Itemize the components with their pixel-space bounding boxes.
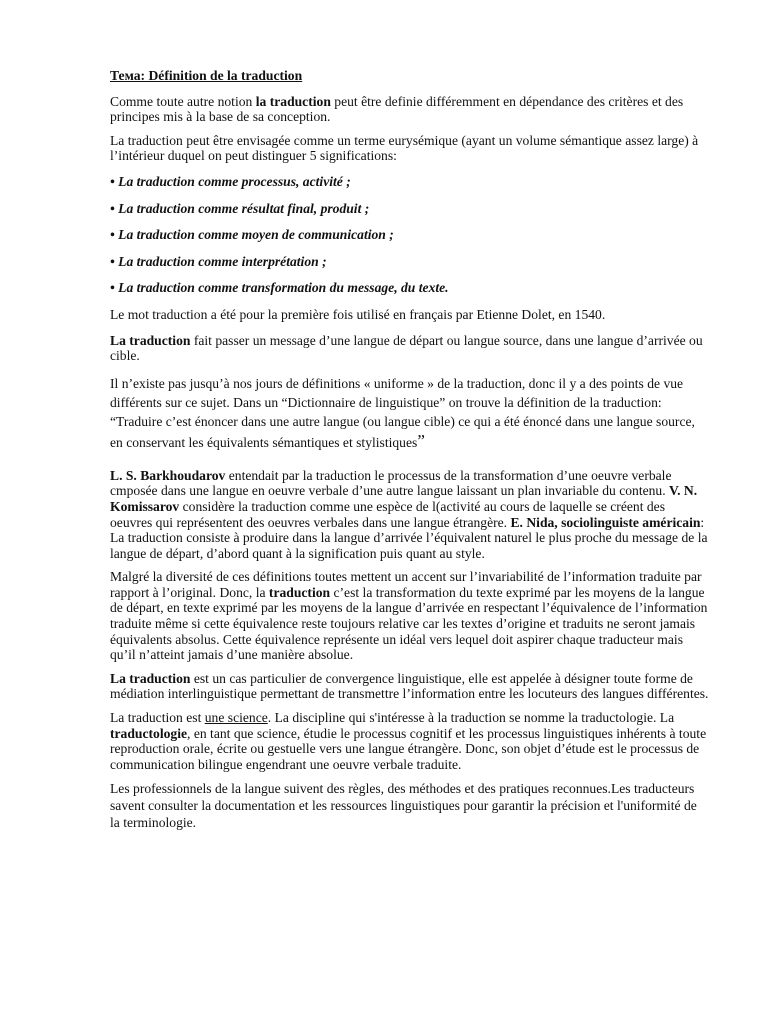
text-run: : La traduction consiste à produire dans la langue d’arrivée l’équivalent naturel le plus proche du message de la langue de départ, d’abord quant à la signification puis quant au style. bbox=[110, 514, 708, 561]
bold-term: la traduction bbox=[255, 93, 331, 109]
text-run: , en tant que science, étudie le processus cognitif et les processus linguistiques inhérents à toute reproduction orale, écrite ou gestuelle vers une langue étrangère. Donc, son objet d’étude est le processus de communication bilingue engendrant une oeuvre verbale traduite. bbox=[110, 725, 707, 772]
text-run: c’est la transformation du texte exprimé par les moyens de la langue de départ, en texte exprimé par les moyens de la langue d’arrivée en respectant l’équivalence de l’information traduite même si cette équivalence reste toujours relative car les textes d’origine et traduits ne seront jamais équivalents absolus. Cette équivalence représente un idéal vers lequel doit aspirer chaque traducteur mais qu’il n’atteint jamais d’une manière absolue. bbox=[110, 584, 708, 663]
bold-term: traduction bbox=[268, 584, 331, 600]
text-run: Malgré la diversité de ces définitions toutes mettent un accent sur l’invariabilité de l’information traduite par rapport à l’original. Donc, la bbox=[110, 569, 702, 600]
paragraph-etymology: Le mot traduction a été pour la première fois utilisé en français par Etienne Dolet, en 1540. bbox=[110, 306, 606, 322]
paragraph-invariability bbox=[110, 569, 710, 663]
text-run: entendait par la traduction le processus de la transformation d’une oeuvre verbale cmposée dans une langue en oeuvre verbale d’une autre langue laissant un plan invariable du contenu. bbox=[110, 467, 672, 499]
bold-name: V. N. Komissarov bbox=[110, 483, 698, 514]
underlined-term: une science bbox=[204, 710, 268, 726]
bold-name: E. Nida, sociolinguiste américain bbox=[510, 514, 701, 530]
text-run: Comme toute autre notion bbox=[110, 93, 256, 109]
paragraph-eurysemique: La traduction peut être envisagée comme un terme eurysémique (ayant un volume sémantique assez large) à l’intérieur duquel on peut distinguer 5 significations: bbox=[110, 132, 699, 164]
paragraph-linguists bbox=[110, 468, 710, 562]
page-title: Тема: Définition de la traduction bbox=[110, 68, 303, 83]
paragraph-dictionary bbox=[110, 374, 710, 452]
paragraph-definition bbox=[110, 333, 710, 364]
bold-name: L. S. Barkhoudarov bbox=[110, 467, 226, 483]
bullet-item: • La traduction comme résultat final, produit ; bbox=[110, 200, 370, 216]
paragraph-convergence bbox=[110, 671, 710, 702]
bullet-item: • La traduction comme processus, activité ; bbox=[110, 173, 351, 189]
text-run: Il n’existe pas jusqu’à nos jours de définitions « uniforme » de la traduction, donc il y a des points de vue différents sur ce sujet. Dans un “Dictionnaire de linguistique” on trouve la définition de la traduction: “Traduire c’est énoncer dans une autre langue (ou langue cible) ce qui a été énoncé dans une langue source, en conservant les équivalents sémantiques et stylistiques bbox=[110, 375, 695, 450]
text-run: considère la traduction comme une espèce de l(activité au cours de laquelle se créent des oeuvres qui représentent des oeuvres verbales dans une langue étrangère. bbox=[110, 498, 665, 530]
text-run: . La discipline qui s'intéresse à la traduction se nomme la traductologie. La bbox=[267, 710, 675, 726]
paragraph-traductologie bbox=[110, 710, 710, 772]
bold-term: La traduction bbox=[110, 670, 191, 686]
bold-term: traductologie bbox=[110, 725, 188, 741]
bullet-item: • La traduction comme moyen de communication ; bbox=[110, 227, 394, 243]
closing-quote: ” bbox=[417, 430, 425, 450]
text-run: est un cas particulier de convergence linguistique, elle est appelée à désigner toute forme de médiation interlinguistique permettant de transmettre l’information entre les locuteurs des langues différentes. bbox=[110, 670, 709, 702]
bold-term: La traduction bbox=[110, 332, 191, 348]
document-page bbox=[110, 68, 710, 839]
bullet-item: • La traduction comme interprétation ; bbox=[110, 253, 327, 269]
text-run: La traduction est bbox=[110, 710, 205, 726]
bullet-item: • La traduction comme transformation du message, du texte. bbox=[110, 280, 449, 296]
text-run: fait passer un message d’une langue de départ ou langue source, dans une langue d’arrivée ou cible. bbox=[110, 332, 703, 364]
text-run: peut être definie différemment en dépendance des critères et des principes mis à la base de sa conception. bbox=[110, 93, 684, 125]
paragraph-intro bbox=[110, 94, 710, 125]
paragraph-professionals: Les professionnels de la langue suivent des règles, des méthodes et des pratiques reconnues.Les traducteurs savent consulter la documentation et les ressources linguistiques pour garantir la précision et l'uniformité de la terminologie. bbox=[110, 781, 697, 831]
